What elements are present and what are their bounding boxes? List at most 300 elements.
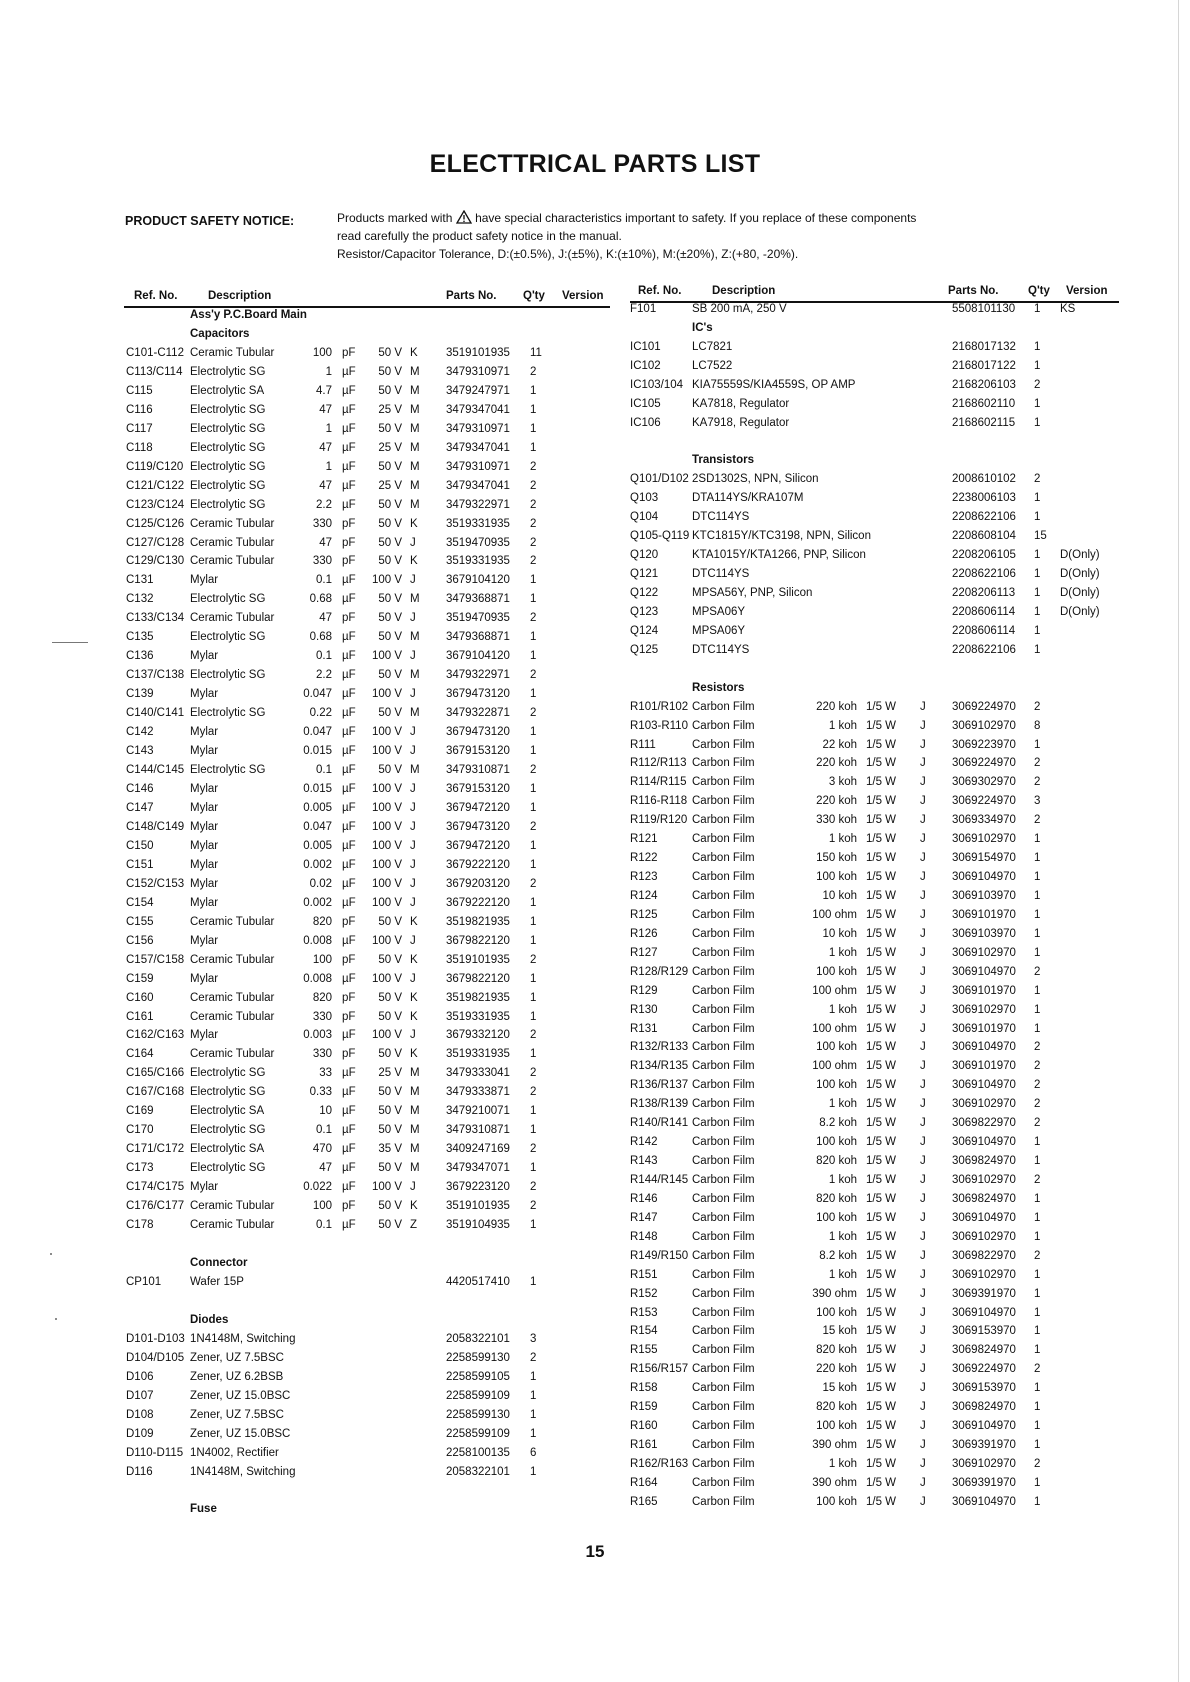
- spacer-row: [124, 1238, 610, 1257]
- tolerance: J: [410, 574, 416, 587]
- rating: 1/5 W: [866, 1079, 897, 1092]
- description: Electrolytic SG: [190, 707, 266, 720]
- description: Carbon Film: [692, 1458, 755, 1471]
- table-row: [630, 852, 1119, 871]
- tolerance: K: [410, 1200, 418, 1213]
- quantity: 2: [530, 877, 537, 890]
- description: Carbon Film: [692, 814, 755, 827]
- tolerance: J: [920, 814, 926, 827]
- quantity: 1: [1034, 416, 1041, 429]
- table-row: [124, 612, 610, 631]
- rating: 100 V: [371, 574, 402, 587]
- tolerance: J: [920, 1439, 926, 1452]
- description: DTA114YS/KRA107M: [692, 492, 804, 505]
- rating: 50 V: [378, 460, 402, 473]
- ref-no: C143: [126, 745, 154, 758]
- ref-no: R155: [630, 1344, 658, 1357]
- quantity: 1: [1034, 1230, 1041, 1243]
- safety-notice-line1: [337, 209, 1037, 227]
- value: 0.68: [309, 631, 332, 644]
- value: 15 koh: [822, 1382, 857, 1395]
- rating: 1/5 W: [866, 1192, 897, 1205]
- parts-no: 3069104970: [952, 1211, 1016, 1224]
- rating: 1/5 W: [866, 927, 897, 940]
- parts-no: 3069224970: [952, 700, 1016, 713]
- tolerance: J: [920, 1079, 926, 1092]
- value: 0.1: [316, 1219, 332, 1232]
- value: 0.002: [303, 896, 332, 909]
- value: 47: [319, 441, 332, 454]
- quantity: 1: [1034, 643, 1041, 656]
- parts-no: 3479347041: [446, 441, 510, 454]
- parts-no: 2208606114: [952, 624, 1016, 637]
- description: Carbon Film: [692, 1249, 755, 1262]
- description: Carbon Film: [692, 1155, 755, 1168]
- table-row: [630, 1250, 1119, 1269]
- value: 2.2: [316, 498, 332, 511]
- quantity: 1: [1034, 1476, 1041, 1489]
- ref-no: R158: [630, 1382, 658, 1395]
- table-row: [630, 776, 1119, 795]
- value: 100 koh: [816, 1079, 857, 1092]
- quantity: 1: [1034, 946, 1041, 959]
- unit: µF: [342, 1067, 356, 1080]
- tolerance: K: [410, 517, 418, 530]
- tolerance: J: [920, 984, 926, 997]
- table-row: [630, 1231, 1119, 1250]
- section-heading: Transistors: [692, 454, 754, 467]
- description: Carbon Film: [692, 1401, 755, 1414]
- rating: 1/5 W: [866, 1476, 897, 1489]
- ref-no: C132: [126, 593, 154, 606]
- description: Wafer 15P: [190, 1275, 244, 1288]
- ref-no: IC106: [630, 416, 661, 429]
- table-row: [630, 985, 1119, 1004]
- value: 1 koh: [828, 1098, 857, 1111]
- table-row: [124, 1409, 610, 1428]
- rating: 1/5 W: [866, 1268, 897, 1281]
- margin-mark: [52, 642, 88, 643]
- table-row: [630, 928, 1119, 947]
- ref-no: C119/C120: [126, 460, 184, 473]
- quantity: 1: [1034, 927, 1041, 940]
- ref-no: Q101/D102: [630, 473, 689, 486]
- tolerance: J: [920, 1268, 926, 1281]
- rating: 25 V: [378, 479, 402, 492]
- rating: 100 V: [371, 650, 402, 663]
- ref-no: C161: [126, 1010, 154, 1023]
- header-qty: Q'ty: [1028, 285, 1050, 297]
- ref-no: C173: [126, 1162, 154, 1175]
- table-row: [630, 757, 1119, 776]
- rating: 100 V: [371, 745, 402, 758]
- parts-no: 3479333871: [446, 1086, 510, 1099]
- description: Carbon Film: [692, 1192, 755, 1205]
- tolerance: J: [920, 738, 926, 751]
- description: KTC1815Y/KTC3198, NPN, Silicon: [692, 530, 871, 543]
- quantity: 1: [1034, 359, 1041, 372]
- unit: µF: [342, 764, 356, 777]
- rating: 50 V: [378, 915, 402, 928]
- table-row: [124, 423, 610, 442]
- quantity: 1: [530, 650, 537, 663]
- ref-no: R126: [630, 927, 658, 940]
- table-row: [630, 341, 1119, 360]
- rating: 50 V: [378, 953, 402, 966]
- ref-no: C116: [126, 403, 153, 416]
- value: 330: [312, 1010, 332, 1023]
- rating: 1/5 W: [866, 871, 897, 884]
- section-heading: IC's: [692, 321, 713, 334]
- quantity: 1: [530, 1408, 537, 1421]
- parts-no: 3479322871: [446, 707, 510, 720]
- rating: 1/5 W: [866, 1458, 897, 1471]
- page-edge-line: [1178, 0, 1179, 1682]
- ref-no: C123/C124: [126, 498, 185, 511]
- description: Mylar: [190, 877, 219, 890]
- unit: µF: [342, 783, 356, 795]
- rating: 1/5 W: [866, 1041, 897, 1054]
- quantity: 1: [1034, 1401, 1041, 1414]
- quantity: 1: [530, 403, 537, 416]
- quantity: 1: [530, 384, 537, 397]
- value: 0.1: [316, 1124, 332, 1137]
- value: 100 koh: [816, 1306, 857, 1319]
- tolerance: J: [920, 757, 926, 770]
- ref-no: R114/R115: [630, 776, 687, 789]
- quantity: 2: [1034, 1098, 1041, 1111]
- ref-no: Q105-Q119: [630, 530, 690, 543]
- parts-no: 3069824970: [952, 1192, 1016, 1205]
- unit: µF: [342, 1029, 356, 1042]
- ref-no: R125: [630, 908, 658, 921]
- description: Carbon Film: [692, 984, 755, 997]
- tolerance: M: [410, 631, 420, 644]
- description: Carbon Film: [692, 927, 755, 940]
- parts-no: 2168602110: [952, 397, 1016, 410]
- parts-no: 3069824970: [952, 1344, 1016, 1357]
- quantity: 2: [530, 1067, 537, 1080]
- tolerance: J: [920, 719, 926, 732]
- tolerance: K: [410, 346, 418, 359]
- rating: 50 V: [378, 346, 402, 359]
- table-row: [124, 783, 610, 802]
- value: 2.2: [316, 669, 332, 682]
- table-row: [630, 587, 1119, 606]
- unit: µF: [342, 934, 356, 947]
- tolerance: J: [920, 1401, 926, 1414]
- rating: 100 V: [371, 1181, 402, 1194]
- value: 1: [325, 460, 332, 473]
- description: Carbon Film: [692, 1476, 755, 1489]
- ref-no: Q120: [630, 549, 659, 562]
- ref-no: R112/R113: [630, 757, 687, 770]
- section-heading: Ass'y P.C.Board Main: [190, 309, 307, 321]
- rating: 50 V: [378, 764, 402, 777]
- ref-no: C157/C158: [126, 953, 185, 966]
- quantity: 1: [530, 688, 537, 701]
- tolerance: J: [920, 927, 926, 940]
- description: Carbon Film: [692, 1287, 755, 1300]
- tolerance: J: [920, 852, 926, 865]
- quantity: 3: [1034, 795, 1041, 808]
- value: 330: [312, 555, 332, 568]
- table-row: [124, 1086, 610, 1105]
- table-row: [124, 1466, 610, 1485]
- table-row: [630, 795, 1119, 814]
- value: 100: [312, 953, 332, 966]
- parts-no: 3679153120: [446, 783, 510, 795]
- value: 1: [325, 422, 332, 435]
- table-row: [124, 499, 610, 518]
- rating: 100 V: [371, 972, 402, 985]
- tolerance: J: [410, 650, 416, 663]
- table-row: [630, 1174, 1119, 1193]
- ref-no: C137/C138: [126, 669, 185, 682]
- quantity: 2: [530, 479, 537, 492]
- tolerance: J: [410, 726, 416, 739]
- ref-no: C101-C112: [126, 346, 184, 359]
- safety-notice-text: [337, 209, 1037, 263]
- parts-no: 3679472120: [446, 839, 510, 852]
- tolerance: J: [410, 783, 416, 795]
- warning-triangle-icon: [456, 210, 472, 224]
- description: Carbon Film: [692, 1174, 755, 1186]
- tolerance: M: [410, 593, 420, 606]
- parts-no: 3679104120: [446, 574, 510, 587]
- parts-no: 3069153970: [952, 1325, 1016, 1338]
- table-row: [124, 726, 610, 745]
- safety-notice-line2: read carefully the product safety notice in the manual.: [337, 229, 622, 243]
- ref-no: R129: [630, 984, 658, 997]
- quantity: 1: [530, 726, 537, 739]
- ref-no: C151: [126, 858, 154, 871]
- description: Mylar: [190, 972, 219, 985]
- table-row: [630, 1458, 1119, 1477]
- quantity: 2: [530, 460, 537, 473]
- table-row: [630, 1344, 1119, 1363]
- ref-no: D101-D103: [126, 1332, 185, 1345]
- parts-no: 3679472120: [446, 801, 510, 814]
- quantity: 1: [1034, 738, 1041, 751]
- quantity: 1: [1034, 492, 1041, 505]
- parts-no: 3519331935: [446, 1010, 510, 1023]
- quantity: 1: [1034, 587, 1041, 600]
- rating: 1/5 W: [866, 946, 897, 959]
- quantity: 1: [530, 745, 537, 758]
- table-row: [124, 461, 610, 480]
- table-row: [124, 1162, 610, 1181]
- table-row: [124, 404, 610, 423]
- unit: µF: [342, 460, 356, 473]
- description: Carbon Film: [692, 871, 755, 884]
- section-heading: Fuse: [190, 1503, 217, 1516]
- value: 47: [319, 403, 332, 416]
- quantity: 1: [1034, 852, 1041, 865]
- ref-no: D108: [126, 1408, 154, 1421]
- tolerance: J: [920, 946, 926, 959]
- quantity: 1: [1034, 624, 1041, 637]
- value: 1 koh: [828, 1003, 857, 1016]
- section-heading: Diodes: [190, 1313, 229, 1326]
- rating: 50 V: [378, 612, 402, 625]
- ref-no: C164: [126, 1048, 154, 1061]
- unit: µF: [342, 745, 356, 758]
- unit: µF: [342, 801, 356, 814]
- ref-no: C146: [126, 783, 154, 795]
- rating: 1/5 W: [866, 1003, 897, 1016]
- quantity: 2: [1034, 1249, 1041, 1262]
- description: Carbon Film: [692, 1325, 755, 1338]
- parts-no: 3679223120: [446, 1181, 510, 1194]
- unit: µF: [342, 1162, 356, 1175]
- version: KS: [1060, 303, 1076, 315]
- table-row: [630, 1212, 1119, 1231]
- ref-no: R154: [630, 1325, 658, 1338]
- parts-no: 3069104970: [952, 1079, 1016, 1092]
- rating: 100 V: [371, 934, 402, 947]
- ref-no: R165: [630, 1495, 658, 1508]
- parts-no: 2008610102: [952, 473, 1016, 486]
- tolerance: K: [410, 1010, 418, 1023]
- tolerance: K: [410, 953, 418, 966]
- quantity: 1: [1034, 397, 1041, 410]
- parts-no: 3069101970: [952, 1022, 1016, 1035]
- value: 3 koh: [828, 776, 857, 789]
- rating: 1/5 W: [866, 1098, 897, 1111]
- header-description: Description: [208, 290, 272, 302]
- table-row: [124, 555, 610, 574]
- rating: 50 V: [378, 365, 402, 378]
- unit: pF: [342, 991, 356, 1004]
- value: 47: [319, 536, 332, 549]
- parts-no: 3479310971: [446, 422, 510, 435]
- description: Electrolytic SG: [190, 365, 266, 378]
- description: Mylar: [190, 1029, 219, 1042]
- parts-no: 3479347071: [446, 1162, 510, 1175]
- description: Electrolytic SG: [190, 1086, 266, 1099]
- table-row: [630, 511, 1119, 530]
- quantity: 2: [1034, 814, 1041, 827]
- tolerance: J: [920, 1476, 926, 1489]
- table-row: [124, 442, 610, 461]
- parts-no: 2168017122: [952, 359, 1016, 372]
- table-row: [124, 1352, 610, 1371]
- rating: 50 V: [378, 1124, 402, 1137]
- tolerance: J: [920, 1249, 926, 1262]
- parts-no: 3069102970: [952, 1268, 1016, 1281]
- value: 220 koh: [816, 700, 857, 713]
- parts-no: 3069102970: [952, 1458, 1016, 1471]
- description: Carbon Film: [692, 1136, 755, 1149]
- quantity: 1: [530, 631, 537, 644]
- quantity: 15: [1034, 530, 1047, 543]
- value: 0.047: [303, 726, 332, 739]
- quantity: 1: [530, 839, 537, 852]
- header-description: Description: [712, 285, 776, 297]
- quantity: 1: [1034, 1344, 1041, 1357]
- value: 0.02: [309, 877, 332, 890]
- tolerance: M: [410, 498, 420, 511]
- parts-no: 2258599130: [446, 1408, 510, 1421]
- value: 10 koh: [822, 927, 857, 940]
- description: Carbon Film: [692, 795, 755, 808]
- tolerance: J: [920, 776, 926, 789]
- tolerance: M: [410, 1124, 420, 1137]
- ref-no: D104/D105: [126, 1351, 185, 1364]
- description: Electrolytic SG: [190, 403, 266, 416]
- table-row: [124, 707, 610, 726]
- tolerance: M: [410, 764, 420, 777]
- quantity: 2: [530, 555, 537, 568]
- description: Mylar: [190, 896, 219, 909]
- rating: 1/5 W: [866, 1287, 897, 1300]
- table-row: [630, 1439, 1119, 1458]
- unit: µF: [342, 1181, 356, 1194]
- quantity: 1: [1034, 1211, 1041, 1224]
- description: KTA1015Y/KTA1266, PNP, Silicon: [692, 549, 866, 562]
- rating: 50 V: [378, 555, 402, 568]
- value: 100 koh: [816, 1041, 857, 1054]
- table-row: [124, 347, 610, 366]
- description: Ceramic Tubular: [190, 915, 275, 928]
- description: Carbon Film: [692, 1211, 755, 1224]
- table-row: [124, 1447, 610, 1466]
- rating: 1/5 W: [866, 719, 897, 732]
- rating: 100 V: [371, 896, 402, 909]
- quantity: 1: [530, 934, 537, 947]
- quantity: 1: [1034, 1022, 1041, 1035]
- ref-no: C148/C149: [126, 820, 185, 833]
- table-row: [124, 480, 610, 499]
- tolerance: J: [920, 1022, 926, 1035]
- value: 0.005: [303, 839, 332, 852]
- tolerance: M: [410, 1162, 420, 1175]
- quantity: 2: [1034, 1079, 1041, 1092]
- tolerance: M: [410, 422, 420, 435]
- rating: 50 V: [378, 517, 402, 530]
- value: 820: [312, 991, 332, 1004]
- rating: 25 V: [378, 1067, 402, 1080]
- parts-no: 3519331935: [446, 555, 510, 568]
- rating: 1/5 W: [866, 1325, 897, 1338]
- description: DTC114YS: [692, 568, 750, 581]
- parts-no: 3069104970: [952, 1420, 1016, 1433]
- rating: 1/5 W: [866, 1155, 897, 1168]
- ref-no: R164: [630, 1476, 658, 1489]
- ref-no: C125/C126: [126, 517, 185, 530]
- quantity: 1: [530, 858, 537, 871]
- table-row: [630, 871, 1119, 890]
- version: D(Only): [1060, 587, 1100, 600]
- value: 100 koh: [816, 871, 857, 884]
- rating: 1/5 W: [866, 757, 897, 770]
- tolerance: J: [410, 1029, 416, 1042]
- rating: 50 V: [378, 536, 402, 549]
- table-row: [124, 878, 610, 897]
- value: 0.047: [303, 820, 332, 833]
- rating: 50 V: [378, 1162, 402, 1175]
- value: 220 koh: [816, 795, 857, 808]
- description: LC7821: [692, 340, 733, 353]
- unit: pF: [342, 517, 356, 530]
- table-row: [630, 417, 1119, 436]
- table-row: [630, 909, 1119, 928]
- ref-no: R123: [630, 871, 658, 884]
- unit: µF: [342, 631, 356, 644]
- scan-speck: [55, 1318, 57, 1320]
- parts-no: 2058322101: [446, 1465, 510, 1478]
